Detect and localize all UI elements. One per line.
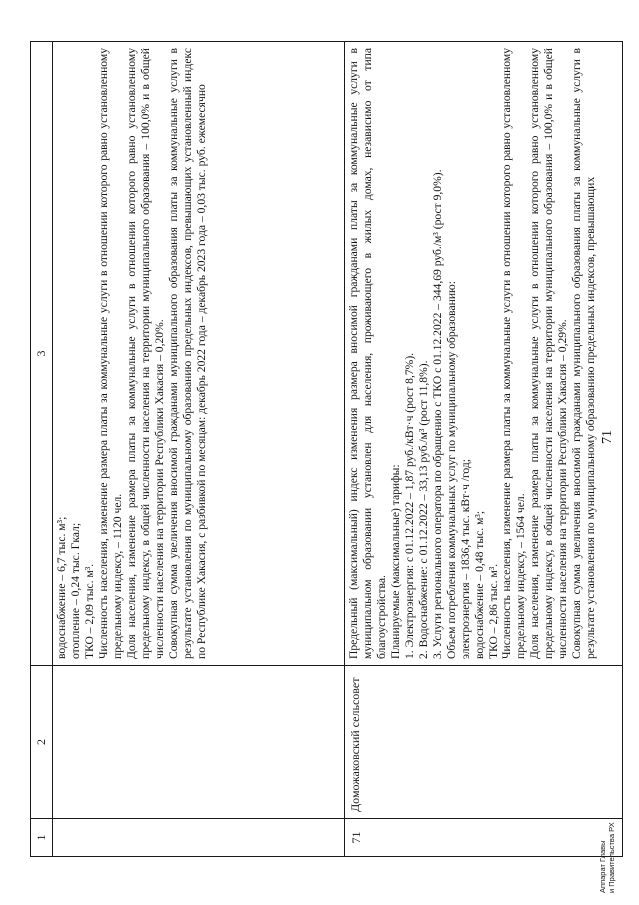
text-line: 3. Услуги регионального оператора по обращению с ТКО с 01.12.2022 – 344,69 руб./м³ (рост 9,0%).	[430, 169, 444, 659]
page-number: 71	[600, 430, 615, 444]
header-cell-2: 2	[31, 666, 53, 819]
text-line: электроэнергия – 1836,4 тыс. кВт·ч /год;	[458, 458, 472, 659]
row-number	[53, 819, 345, 857]
text-line: отопление – 0,24 тыс. Гкал;	[68, 522, 82, 659]
table-row	[53, 42, 345, 857]
text-line: водоснабжение – 0,48 тыс. м³;	[472, 510, 486, 659]
text-line: Объем потребления коммунальных услуг по муниципальному образованию:	[444, 281, 458, 659]
municipality-name: Доможаковский сельсовет	[345, 666, 623, 819]
text-line: ТКО – 2,86 тыс. м³.	[486, 563, 500, 659]
text-line: Планируемые (максимальные) тарифы:	[388, 464, 402, 659]
row-description	[53, 42, 345, 666]
text-line: 2. Водоснабжение: с 01.12.2022 – 33,13 руб./м³ (рост 11,8%).	[416, 360, 430, 659]
text-line: Численность населения, изменение размера платы за коммунальные услуги в отношении которого равно установленному предельному индексу, – 1564 чел.	[500, 48, 528, 659]
municipality-name	[53, 666, 345, 819]
text-line: водоснабжение – 6,7 тыс. м³;	[55, 516, 68, 659]
table-row	[345, 42, 623, 857]
table-header-row	[31, 42, 53, 857]
text-line: Совокупная сумма увеличения вносимой гражданами муниципального образования платы за коммунальные услуги в результате установления по муниципальному образованию предельных индексов, превышающих установленный индекс по Республике Хакасия, с разбивкой по месяцам: декабрь 2022 года – декабрь 2023 года – 0,03 тыс. руб. ежемесячно	[166, 48, 208, 659]
text-line: ТКО – 2,09 тыс. м³.	[82, 563, 96, 659]
tariff-table	[30, 41, 623, 857]
text-line: 1. Электроэнергия: с 01.12.2022 – 1,87 руб./кВт·ч (рост 8,7%).	[402, 352, 416, 659]
stamp-line: и Правительства РХ	[607, 822, 616, 893]
row-description	[345, 42, 623, 666]
row-number: 71	[345, 819, 623, 857]
text-line: Доля населения, изменение размера платы за коммунальные услуги в отношении которого равно установленному предельному индексу, в общей численности населения на территории муниципального образования – 100,0% и в общей численности населения на территории Республики Хакасия – 0,20%.	[124, 48, 166, 659]
stamp-line: Аппарат Главы	[598, 840, 607, 893]
text-line: Совокупная сумма увеличения вносимой гражданами муниципального образования платы за коммунальные услуги в результате установления по муниципальному образованию предельных индексов, превышающих	[570, 48, 598, 659]
text-line: Предельный (максимальный) индекс изменения размера вносимой гражданами платы за коммунальные услуги в муниципальном образовании установлен для населения, проживающего в жилых домах, независимо от типа благоустройства.	[347, 48, 388, 659]
header-cell-3: 3	[31, 42, 53, 666]
text-line: Доля населения, изменение размера платы за коммунальные услуги в отношении которого равно установленному предельному индексу, в общей численности населения на территории муниципального образования – 100,0% и в общей численности населения на территории Республики Хакасия – 0,29%.	[528, 48, 570, 659]
header-cell-1: 1	[31, 819, 53, 857]
text-line: Численность населения, изменение размера платы за коммунальные услуги в отношении которого равно установленному предельному индексу, – 1120 чел.	[96, 48, 124, 659]
